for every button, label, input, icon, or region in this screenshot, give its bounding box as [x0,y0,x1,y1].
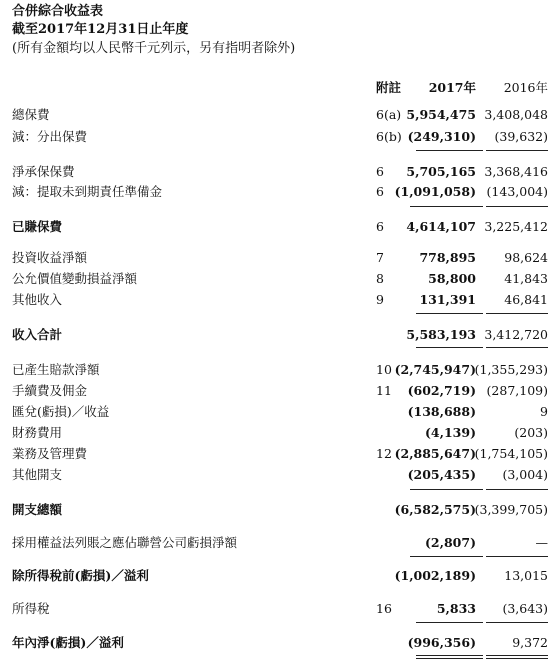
row-label: 年內淨(虧損)／溢利 [12,635,124,650]
row-value-2016: (287,109) [486,383,548,398]
table-row [0,600,560,618]
table-row [0,106,560,124]
statement-currency-note: (所有金額均以人民幣千元列示，另有指明者除外) [12,41,296,56]
table-row [0,249,560,267]
row-label: 採用權益法列賬之應佔聯營公司虧損淨額 [12,535,238,550]
total-rule [416,347,483,348]
row-label: 其他收入 [12,292,63,307]
row-value-2017: 5,833 [436,601,476,616]
subtotal-rule [410,489,483,490]
row-label: 公允價值變動損益淨額 [12,271,138,286]
table-row [0,501,560,519]
row-label: 投資收益淨額 [12,250,88,265]
subtotal-rule [486,313,548,314]
row-value-2017: (2,745,947) [394,362,476,377]
statement-title: 合併綜合收益表 [12,4,104,19]
row-value-2016: 46,841 [504,292,548,307]
row-note: 16 [376,601,392,616]
row-value-2017: 778,895 [419,250,476,265]
table-row [0,403,560,421]
table-row [0,634,560,652]
subtotal-rule [486,556,548,557]
row-label: 總保費 [12,107,50,122]
table-row [0,466,560,484]
table-row [0,183,560,201]
row-value-2017: (249,310) [407,129,476,144]
row-value-2016: 41,843 [504,271,548,286]
row-value-2017: (138,688) [407,404,476,419]
row-value-2016: (3,643) [502,601,548,616]
subtotal-rule [486,622,548,623]
row-value-2017: 131,391 [419,292,476,307]
row-value-2016: 13,015 [504,568,548,583]
row-value-2017: (2,807) [425,535,476,550]
row-value-2017: (6,582,575) [394,502,476,517]
row-label: 除所得稅前(虧損)／溢利 [12,568,149,583]
row-note: 12 [376,446,392,461]
row-value-2016: 3,368,416 [484,164,548,179]
row-value-2017: (996,356) [407,635,476,650]
row-value-2017: 5,583,193 [406,327,476,342]
subtotal-rule [486,489,548,490]
row-value-2017: (4,139) [425,425,476,440]
row-note: 7 [376,250,384,265]
row-note: 8 [376,271,384,286]
row-value-2016: 9,372 [512,635,548,650]
subtotal-rule [486,206,548,207]
row-note: 11 [376,383,392,398]
row-value-2017: (2,885,647) [394,446,476,461]
subtotal-rule [416,313,483,314]
row-label: 已賺保費 [12,219,63,234]
row-value-2016: (3,004) [502,467,548,482]
table-row [0,163,560,181]
row-value-2017: (1,002,189) [394,568,476,583]
table-row [0,270,560,288]
row-value-2017: (602,719) [407,383,476,398]
row-label: 業務及管理費 [12,446,88,461]
subtotal-rule [416,150,483,151]
row-label: 已產生賠款淨額 [12,362,100,377]
row-value-2016: (39,632) [494,129,548,144]
table-row [0,128,560,146]
row-note: 6(a) [376,107,402,122]
statement-period: 截至2017年12月31日止年度 [12,22,189,37]
row-value-2017: 58,800 [428,271,476,286]
row-value-2016: (1,355,293) [474,362,548,377]
row-value-2016: (203) [514,425,548,440]
row-value-2016: 9 [540,404,548,419]
row-note: 6 [376,219,384,234]
table-row [0,291,560,309]
row-value-2016: 3,412,720 [484,327,548,342]
row-label: 其他開支 [12,467,63,482]
row-label: 手續費及佣金 [12,383,88,398]
row-value-2016: (143,004) [486,184,548,199]
row-value-2017: 5,705,165 [406,164,476,179]
row-value-2016: 3,408,048 [484,107,548,122]
column-header-2017: 2017年 [428,80,476,95]
row-value-2016: 3,225,412 [484,219,548,234]
row-label: 收入合計 [12,327,63,342]
row-value-2017: 4,614,107 [406,219,476,234]
row-note: 6 [376,164,384,179]
subtotal-rule [410,556,483,557]
table-row [0,218,560,236]
grand-total-double-rule [416,655,483,659]
row-note: 10 [376,362,392,377]
column-header-note: 附註 [376,80,402,95]
row-value-2016: 98,624 [504,250,548,265]
table-row [0,361,560,379]
column-header-2016: 2016年 [503,80,548,95]
row-value-2017: 5,954,475 [406,107,476,122]
row-value-2017: (1,091,058) [394,184,476,199]
subtotal-rule [410,206,483,207]
table-row [0,534,560,552]
total-rule [486,347,548,348]
table-row [0,445,560,463]
subtotal-rule [486,150,548,151]
table-row [0,424,560,442]
grand-total-double-rule [486,655,548,659]
row-note: 6 [376,184,384,199]
row-value-2016: (1,754,105) [474,446,548,461]
table-row [0,326,560,344]
row-note: 9 [376,292,384,307]
row-label: 開支總額 [12,502,63,517]
table-row [0,567,560,585]
row-label: 減：分出保費 [12,129,88,144]
subtotal-rule [416,622,483,623]
row-label: 所得稅 [12,601,50,616]
table-row [0,382,560,400]
row-label: 減：提取未到期責任準備金 [12,184,163,199]
row-label: 匯兌(虧損)／收益 [12,404,110,419]
row-label: 財務費用 [12,425,63,440]
row-value-2017: (205,435) [407,467,476,482]
row-note: 6(b) [376,129,402,144]
row-value-2016: (3,399,705) [474,502,548,517]
row-label: 淨承保保費 [12,164,75,179]
row-value-2016: — [535,535,548,550]
